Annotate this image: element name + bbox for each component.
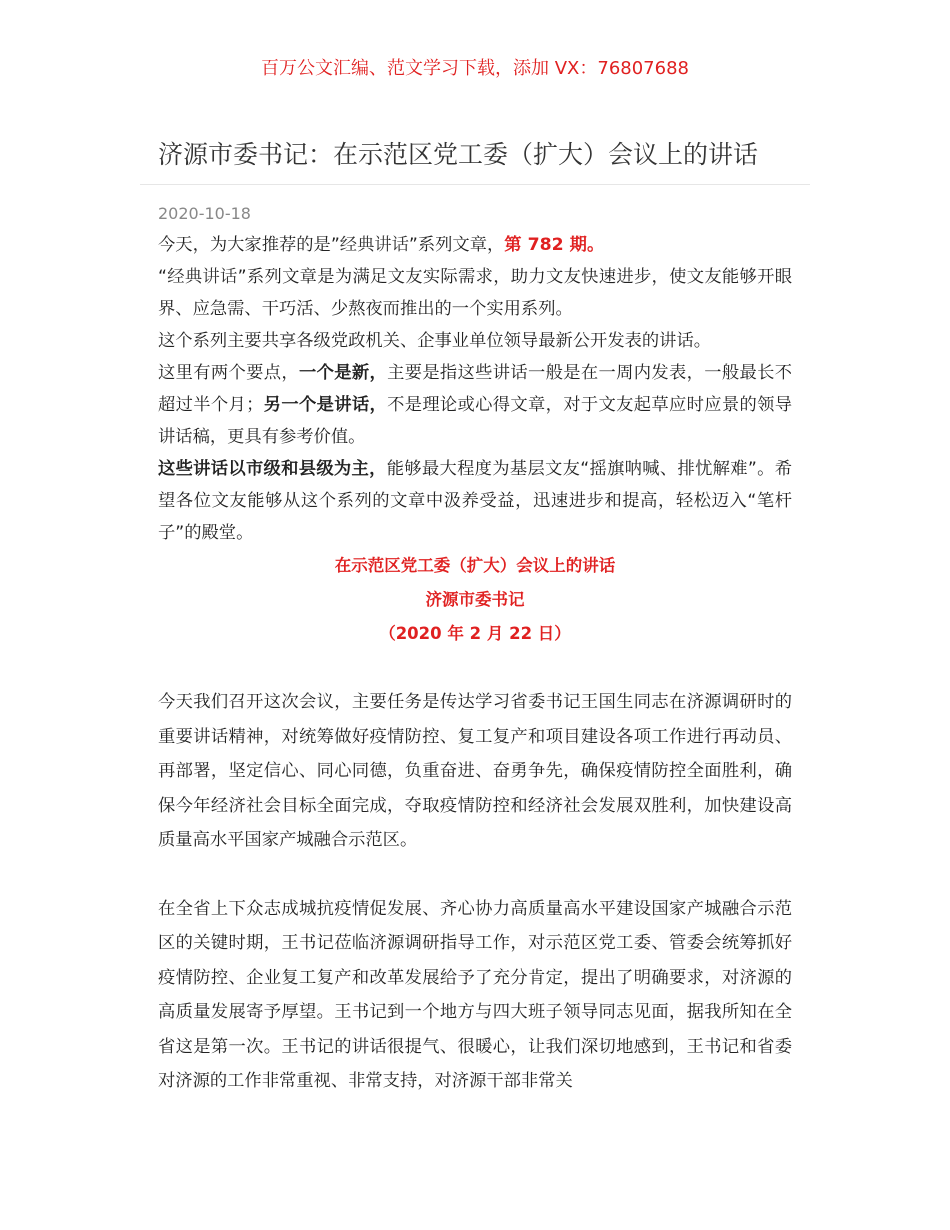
speech-paragraph-2: 在全省上下众志成城抗疫情促发展、齐心协力高质量高水平建设国家产城融合示范区的关键时期，王书记莅临济源调研指导工作，对示范区党工委、管委会统筹抓好疫情防控、企业复工复产和改革发展给予了充分肯定，提出了明确要求，对济源的高质量发展寄予厚望。王书记到一个地方与四大班子领导同志见面，据我所知在全省这是第一次。王书记的讲话很提气、很暖心，让我们深切地感到，王书记和省委对济源的工作非常重视、非常支持，对济源干部非常关 — [158, 898, 792, 1091]
intro-paragraph-4 — [158, 357, 792, 453]
intro-text: ”系列文章， — [408, 235, 505, 255]
speech-date: （2020 年 2 月 22 日） — [379, 624, 571, 643]
speech-paragraph-1: 今天我们召开这次会议，主要任务是传达学习省委书记王国生同志在济源调研时的重要讲话精神，对统筹做好疫情防控、复工复产和项目建设各项工作进行再动员、再部署，坚定信心、同心同德，负重奋进、奋勇争先，确保疫情防控全面胜利，确保今年经济社会目标全面完成，夺取疫情防控和经济社会发展双胜利，加快建设高质量高水平国家产城融合示范区。 — [158, 692, 792, 850]
title-divider — [140, 184, 810, 185]
speech-heading: 在示范区党工委（扩大）会议上的讲话 — [334, 556, 616, 575]
intro-text: 今天，为大家推荐的是” — [158, 235, 340, 255]
article-body — [158, 229, 792, 1099]
intro-text: 主要是指这些讲话一般是在一周内发表，一般最长不超过半个月； — [158, 363, 792, 415]
intro-text: 不是理论或心得文章，对于文友起草应时应景的领导讲话稿，更具有参考价值。 — [158, 395, 792, 447]
key-point: 另一个是讲话， — [263, 395, 388, 415]
speech-speaker: 济源市委书记 — [425, 590, 525, 609]
intro-text: 这里有两个要点， — [158, 363, 299, 383]
intro-paragraph-1 — [158, 229, 792, 261]
intro-text: 能够最大程度为基层文友“摇旗呐喊、排忧解难”。希望各位文友能够从这个系列的文章中汲养受益，迅速进步和提高，轻松迈入“笔杆子”的殿堂。 — [158, 459, 792, 543]
series-name: 经典讲话 — [166, 267, 238, 287]
intro-paragraph-3: 这个系列主要共享各级党政机关、企事业单位领导最新公开发表的讲话。 — [158, 331, 712, 351]
intro-text: “ — [158, 267, 167, 287]
series-name: 经典讲话 — [339, 235, 409, 255]
key-point: 这些讲话以市级和县级为主， — [158, 459, 387, 479]
article-date: 2020-10-18 — [158, 204, 251, 223]
spacer — [158, 858, 792, 892]
intro-paragraph-5 — [158, 453, 792, 549]
key-point: 一个是新， — [298, 363, 388, 383]
spacer — [158, 651, 792, 685]
intro-text: ”系列文章是为满足文友实际需求，助力文友快速进步，使文友能够开眼界、应急需、干巧活、少熬夜而推出的一个实用系列。 — [158, 267, 792, 319]
promo-banner: 百万公文汇编、范文学习下载，添加 VX：76807688 — [261, 58, 689, 79]
issue-number: 第 782 期。 — [504, 235, 605, 255]
intro-paragraph-2 — [158, 261, 792, 325]
article-title: 济源市委书记：在示范区党工委（扩大）会议上的讲话 — [158, 140, 759, 169]
